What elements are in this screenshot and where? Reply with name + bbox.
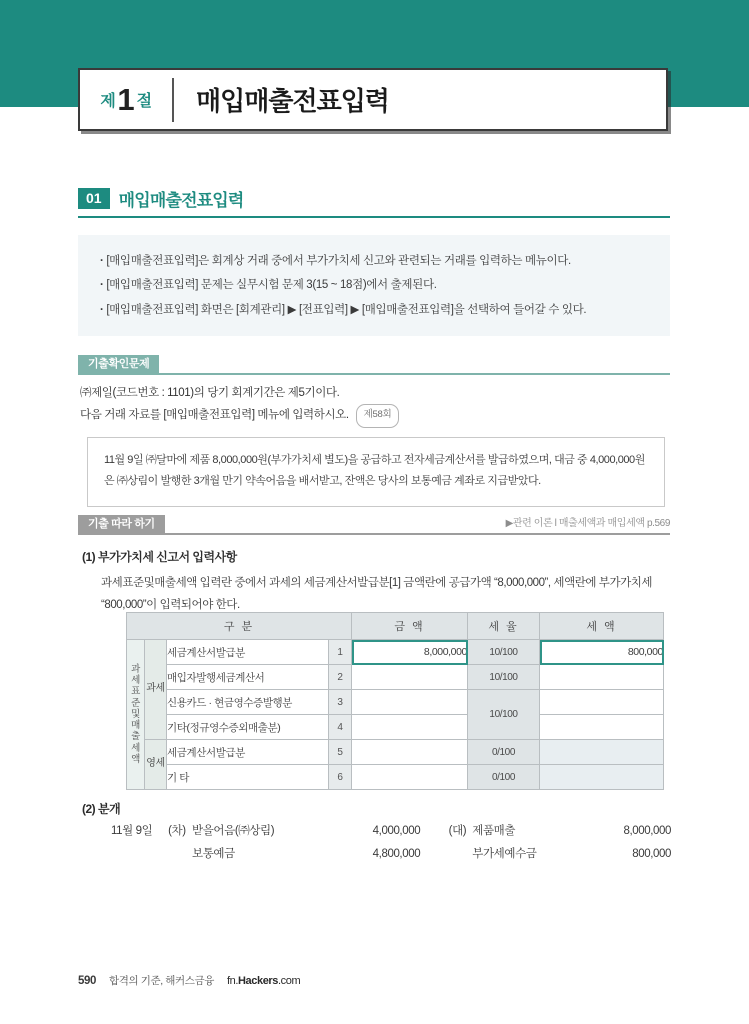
header-gubun: 구 분 xyxy=(127,613,352,640)
exam-check-statement xyxy=(80,382,680,428)
journal-debit-account: 보통예금 xyxy=(191,848,235,860)
row-name: 신용카드 · 현금영수증발행분 xyxy=(167,690,329,715)
part1-heading: (1) 부가가치세 신고서 입력사항 xyxy=(82,550,237,564)
row-amount[interactable] xyxy=(352,765,468,790)
header-tax: 세 액 xyxy=(540,613,664,640)
row-rate: 10/100 xyxy=(468,640,540,665)
exam-check-chip: 기출확인문제 xyxy=(78,355,159,375)
follow-along-chip: 기출 따라 하기 xyxy=(78,515,165,535)
row-number: 3 xyxy=(329,690,352,715)
journal-entry-block xyxy=(111,820,671,866)
chapter-number: 1 xyxy=(117,82,135,117)
bullet-item: · [매입매출전표입력] 화면은 [회계관리] ▶ [전표입력] ▶ [매입매출전표입력]을 선택하여 들어갈 수 있다. xyxy=(100,298,650,322)
exam-check-line2: 다음 거래 자료를 [매입매출전표입력] 메뉴에 입력하시오. xyxy=(80,409,349,422)
table-row xyxy=(127,740,664,765)
section-heading xyxy=(78,186,670,218)
journal-row xyxy=(111,820,671,843)
part1-body: 과세표준및매출세액 입력란 중에서 과세의 세금계산서발급분[1] 금액란에 공급가액 “8,000,000”, 세액란에 부가가치세 “800,000”이 입력되어야 한다. xyxy=(101,577,653,612)
journal-debit-amount: 4,800,000 xyxy=(372,848,421,860)
chapter-section-marker xyxy=(80,70,172,129)
journal-credit-amount: 8,000,000 xyxy=(623,825,672,837)
follow-along-rule xyxy=(165,533,670,535)
header-rate: 세 율 xyxy=(468,613,540,640)
journal-row xyxy=(111,843,671,866)
section-number-badge: 01 xyxy=(78,188,110,209)
exam-problem-box: 11월 9일 ㈜달마에 제품 8,000,000원(부가가치세 별도)을 공급하고 전자세금계산서를 발급하였으며, 대금 중 4,000,000원은 ㈜상림이 발행한 3개월 만기 약속어음을 배서받고, 잔액은 당사의 보통예금 계좌로 지급받았다. xyxy=(87,437,665,507)
table-header-row xyxy=(127,613,664,640)
row-tax[interactable] xyxy=(540,765,664,790)
journal-credit-account: 부가세예수금 xyxy=(472,848,537,860)
row-amount[interactable]: 8,000,000 xyxy=(352,640,468,665)
row-tax[interactable]: 800,000 xyxy=(540,640,664,665)
subgroup-label-yeongse: 영세 xyxy=(145,740,167,790)
row-amount[interactable] xyxy=(352,715,468,740)
subgroup-label-gwase: 과세 xyxy=(145,640,167,740)
journal-debit-amount: 4,000,000 xyxy=(372,825,421,837)
table-row xyxy=(127,765,664,790)
row-tax[interactable] xyxy=(540,690,664,715)
row-tax[interactable] xyxy=(540,715,664,740)
bullet-item: · [매입매출전표입력] 문제는 실무시험 문제 3(15 ~ 18점)에서 출제된다. xyxy=(100,273,650,297)
part2-heading: (2) 분개 xyxy=(82,802,121,816)
journal-credit-account: 제품매출 xyxy=(472,825,516,837)
row-rate: 0/100 xyxy=(468,740,540,765)
chapter-title: 매입매출전표입력 xyxy=(196,86,389,116)
group-label-vertical xyxy=(127,640,145,790)
footer-tagline: 합격의 기준, 해커스금융 xyxy=(109,975,214,987)
intro-bullet-panel xyxy=(78,235,670,336)
journal-date: 11월 9일 xyxy=(111,825,153,837)
table-row xyxy=(127,690,664,715)
bullet-item: · [매입매출전표입력]은 회계상 거래 중에서 부가가치세 신고와 관련되는 거래를 입력하는 메뉴이다. xyxy=(100,249,650,273)
row-number: 2 xyxy=(329,665,352,690)
row-name: 기타(정규영수증외매출분) xyxy=(167,715,329,740)
row-name: 매입자발행세금계산서 xyxy=(167,665,329,690)
row-amount[interactable] xyxy=(352,665,468,690)
exam-round-badge: 제58회 xyxy=(356,404,400,428)
brand-suffix: .com xyxy=(278,975,301,987)
chapter-je-label: 제 xyxy=(100,93,116,110)
follow-along-heading xyxy=(78,515,670,535)
row-name: 세금계산서발급분 xyxy=(167,740,329,765)
chapter-jeol-label: 절 xyxy=(136,93,152,110)
table-row xyxy=(127,665,664,690)
group-label-text: 과세표준및매출세액 xyxy=(131,664,140,765)
vat-return-table xyxy=(126,612,664,790)
section-title: 매입매출전표입력 xyxy=(118,191,244,210)
journal-credit-label: (대) xyxy=(448,825,467,837)
row-amount[interactable] xyxy=(352,740,468,765)
header-amount: 금 액 xyxy=(352,613,468,640)
brand-prefix: fn. xyxy=(226,975,239,987)
section-underline xyxy=(78,216,670,218)
journal-credit-amount: 800,000 xyxy=(632,848,672,860)
row-tax[interactable] xyxy=(540,665,664,690)
exam-check-rule xyxy=(159,373,670,375)
exam-check-line1: ㈜제일(코드번호 : 1101)의 당기 회계기간은 제5기이다. xyxy=(80,387,340,399)
related-theory-reference[interactable]: ▶관련 이론 l 매출세액과 매입세액 p.569 xyxy=(505,518,670,529)
table-row xyxy=(127,640,664,665)
brand-name: Hackers xyxy=(238,975,279,987)
row-number: 4 xyxy=(329,715,352,740)
page-footer xyxy=(78,973,300,988)
exam-check-heading xyxy=(78,355,670,375)
row-name: 세금계산서발급분 xyxy=(167,640,329,665)
row-amount[interactable] xyxy=(352,690,468,715)
row-name: 기 타 xyxy=(167,765,329,790)
row-rate: 0/100 xyxy=(468,765,540,790)
footer-brand xyxy=(227,975,300,987)
journal-debit-label: (차) xyxy=(168,825,186,837)
chapter-title-box xyxy=(78,68,668,131)
page-number: 590 xyxy=(78,975,96,987)
row-tax[interactable] xyxy=(540,740,664,765)
row-number: 5 xyxy=(329,740,352,765)
row-number: 6 xyxy=(329,765,352,790)
row-rate: 10/100 xyxy=(468,690,540,740)
table-row xyxy=(127,715,664,740)
journal-debit-account: 받을어음(㈜상림) xyxy=(191,825,275,837)
row-number: 1 xyxy=(329,640,352,665)
row-rate: 10/100 xyxy=(468,665,540,690)
